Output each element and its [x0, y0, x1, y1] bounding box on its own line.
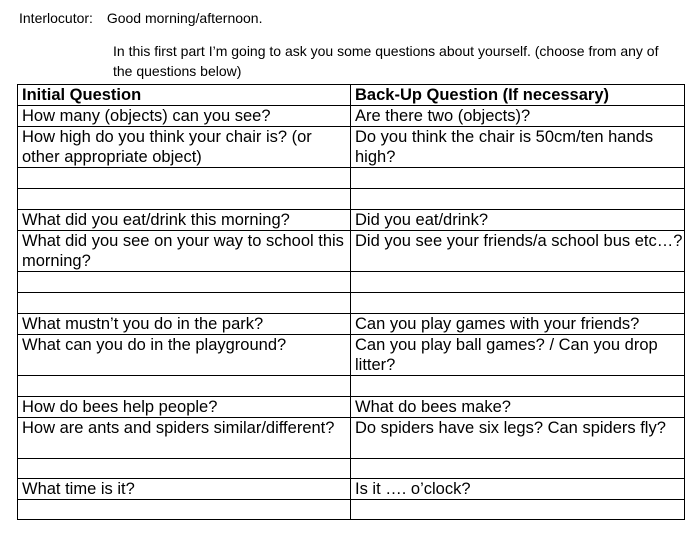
table-row [18, 127, 685, 168]
initial-question-cell: How are ants and spiders similar/different? [18, 418, 351, 459]
initial-question-cell: How high do you think your chair is? (or other appropriate object) [18, 127, 351, 168]
initial-question-cell: How many (objects) can you see? [18, 106, 351, 127]
header-backup-question: Back-Up Question (If necessary) [351, 85, 685, 106]
table-row [18, 397, 685, 418]
backup-question-cell: Did you eat/drink? [351, 210, 685, 231]
table-row [18, 210, 685, 231]
table-row-blank [18, 500, 685, 520]
intro-text: In this first part I’m going to ask you some questions about yourself. (choose from any of the questions below) [113, 43, 659, 79]
backup-question-cell: Is it …. o’clock? [351, 479, 685, 500]
backup-question-cell: Did you see your friends/a school bus etc…? [351, 231, 685, 272]
initial-question-cell: What time is it? [18, 479, 351, 500]
backup-question-cell [351, 500, 685, 520]
table-row-blank [18, 459, 685, 479]
backup-question-cell [351, 376, 685, 397]
initial-question-cell [18, 376, 351, 397]
header-initial-question: Initial Question [18, 85, 351, 106]
table-header-row [18, 85, 685, 106]
backup-question-cell [351, 272, 685, 293]
backup-question-cell: Are there two (objects)? [351, 106, 685, 127]
initial-question-cell [18, 168, 351, 189]
backup-question-cell: Can you play games with your friends? [351, 314, 685, 335]
table-row-blank [18, 272, 685, 293]
questions-table [17, 84, 685, 520]
interlocutor-line [19, 9, 262, 27]
initial-question-cell [18, 459, 351, 479]
backup-question-cell: Do you think the chair is 50cm/ten hands high? [351, 127, 685, 168]
table-row [18, 231, 685, 272]
table-row-blank [18, 293, 685, 314]
initial-question-cell [18, 272, 351, 293]
initial-question-cell [18, 189, 351, 210]
interlocutor-label: Interlocutor: [19, 10, 93, 26]
initial-question-cell: What can you do in the playground? [18, 335, 351, 376]
backup-question-cell: Can you play ball games? / Can you drop litter? [351, 335, 685, 376]
greeting-text: Good morning/afternoon. [106, 10, 263, 26]
table-row [18, 335, 685, 376]
initial-question-cell: What did you eat/drink this morning? [18, 210, 351, 231]
initial-question-cell [18, 500, 351, 520]
table-row-blank [18, 189, 685, 210]
backup-question-cell [351, 459, 685, 479]
backup-question-cell: Do spiders have six legs? Can spiders fly? [351, 418, 685, 459]
table-row-blank [18, 168, 685, 189]
table-row [18, 106, 685, 127]
backup-question-cell [351, 293, 685, 314]
table-row [18, 479, 685, 500]
initial-question-cell: What mustn’t you do in the park? [18, 314, 351, 335]
table-row [18, 314, 685, 335]
initial-question-cell [18, 293, 351, 314]
table-row [18, 418, 685, 459]
backup-question-cell [351, 189, 685, 210]
backup-question-cell [351, 168, 685, 189]
initial-question-cell: What did you see on your way to school this morning? [18, 231, 351, 272]
initial-question-cell: How do bees help people? [18, 397, 351, 418]
table-row-blank [18, 376, 685, 397]
backup-question-cell: What do bees make? [351, 397, 685, 418]
